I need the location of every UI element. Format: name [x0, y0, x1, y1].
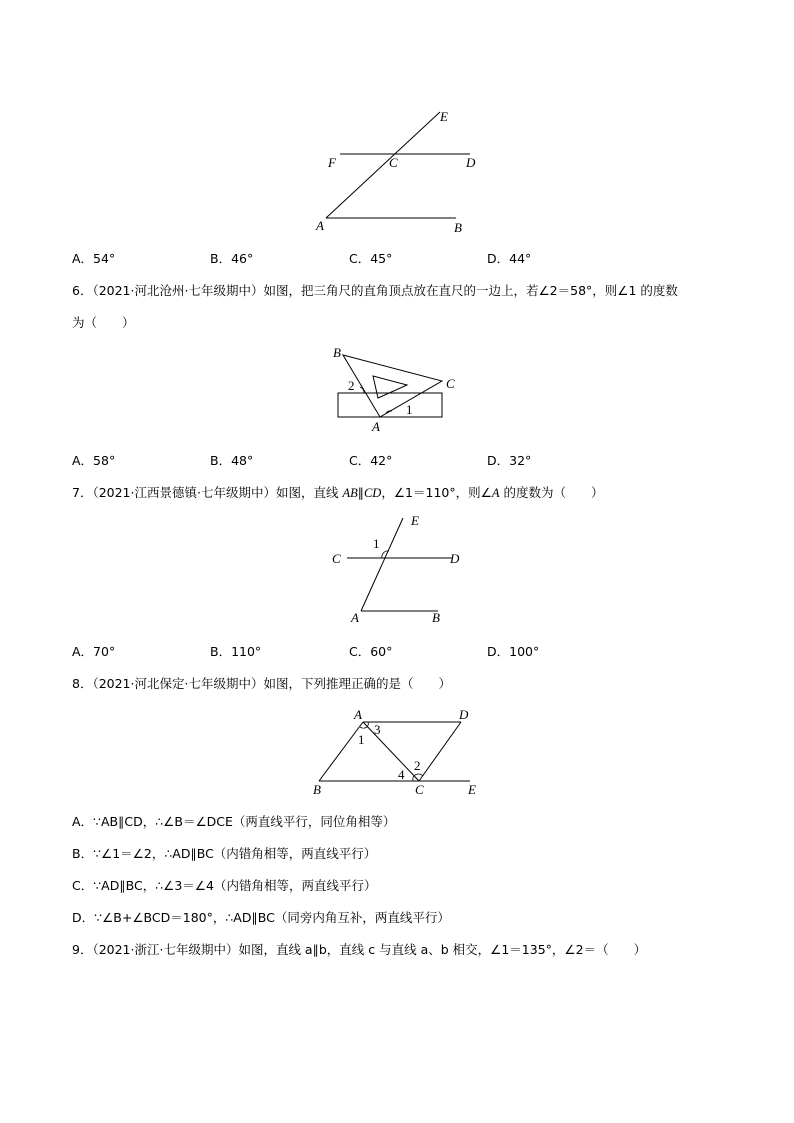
line-ac — [363, 722, 419, 781]
label-a: A — [354, 707, 362, 722]
q5-option-c: C．45° — [349, 251, 393, 266]
q5-option-b: B．46° — [210, 251, 254, 266]
q6-option-c: C．42° — [349, 453, 393, 468]
label-d: D — [459, 707, 469, 722]
label-f: F — [328, 155, 336, 170]
label-a: A — [316, 218, 324, 233]
label-angle-1: 1 — [406, 402, 413, 417]
label-e: E — [411, 513, 419, 528]
q6-option-a: A．58° — [72, 453, 116, 468]
q5-option-d: D．44° — [487, 251, 532, 266]
q7-stem-ab: AB — [342, 486, 358, 500]
q7-stem-a: A — [491, 486, 500, 500]
q7-option-c: C．60° — [349, 644, 393, 659]
label-b: B — [432, 610, 440, 625]
label-d: D — [466, 155, 476, 170]
angle-2-arc — [414, 774, 423, 776]
label-b: B — [454, 220, 462, 235]
q6-stem-line2: 为（ ） — [72, 315, 135, 330]
label-c: C — [415, 782, 424, 797]
label-angle-2: 2 — [348, 378, 355, 393]
angle-4-arc — [413, 776, 414, 781]
q8-option-c: C．∵AD∥BC，∴∠3＝∠4（内错角相等，两直线平行） — [72, 878, 377, 893]
label-d: D — [450, 551, 460, 566]
q7-option-b: B．110° — [210, 644, 262, 659]
q5-option-a: A．54° — [72, 251, 116, 266]
label-b: B — [313, 782, 321, 797]
angle-3-arc — [367, 722, 368, 727]
label-a: A — [372, 419, 380, 434]
q8-option-a: A．∵AB∥CD，∴∠B＝∠DCE（两直线平行，同位角相等） — [72, 814, 396, 829]
q7-stem-cd: CD — [363, 486, 382, 500]
q7-stem-mid: ，∠1＝110°，则∠ — [381, 485, 492, 500]
label-angle-2: 2 — [414, 758, 421, 773]
q7-option-a: A．70° — [72, 644, 116, 659]
label-a: A — [351, 610, 359, 625]
q6-option-d: D．32° — [487, 453, 532, 468]
q8-option-d: D．∵∠B+∠BCD＝180°，∴AD∥BC（同旁内角互补，两直线平行） — [72, 910, 450, 925]
label-e: E — [440, 109, 448, 124]
label-angle-1: 1 — [358, 732, 365, 747]
label-angle-1: 1 — [373, 536, 380, 551]
line-ab — [319, 722, 363, 781]
label-c: C — [332, 551, 341, 566]
q6-option-b: B．48° — [210, 453, 254, 468]
line-dc — [419, 722, 461, 781]
q7-option-d: D．100° — [487, 644, 540, 659]
q7-stem-post: 的度数为（ ） — [499, 485, 604, 500]
q8-option-b: B．∵∠1＝∠2，∴AD∥BC（内错角相等，两直线平行） — [72, 846, 377, 861]
q8-stem: 8．（2021·河北保定·七年级期中）如图，下列推理正确的是（ ） — [72, 676, 451, 691]
q9-stem: 9．（2021·浙江·七年级期中）如图，直线 a∥b，直线 c 与直线 a、b 相交，∠1＝135°，∠2＝（ ） — [72, 942, 647, 957]
label-angle-3: 3 — [374, 722, 381, 737]
q7-stem-pre: 7．（2021·江西景德镇·七年级期中）如图，直线 — [72, 485, 343, 500]
q6-stem-line1: 6．（2021·河北沧州·七年级期中）如图，把三角尺的直角顶点放在直尺的一边上，若∠2＝58°，则∠1 的度数 — [72, 283, 678, 298]
q7-stem-parallel: ∥ — [357, 485, 364, 500]
angle-1-arc — [360, 727, 367, 728]
label-c: C — [446, 376, 455, 391]
label-b: B — [333, 345, 341, 360]
label-angle-4: 4 — [398, 767, 405, 782]
label-c: C — [389, 155, 398, 170]
label-e: E — [468, 782, 476, 797]
